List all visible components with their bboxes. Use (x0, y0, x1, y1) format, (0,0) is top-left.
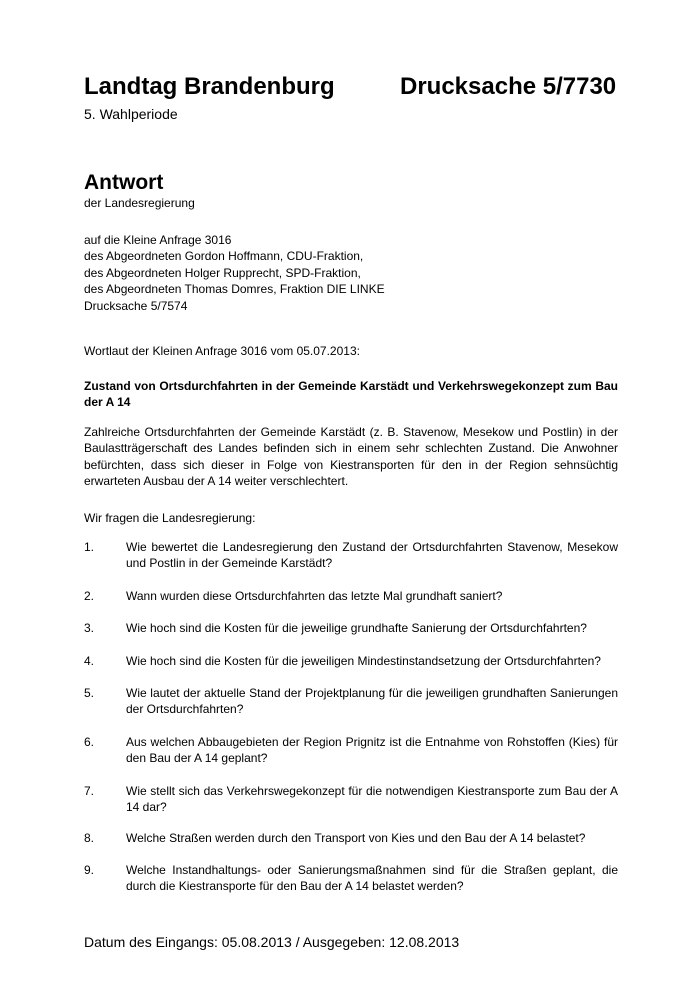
question-item (84, 653, 618, 669)
question-item (84, 620, 618, 636)
question-item (84, 783, 618, 816)
question-text: Wie hoch sind die Kosten für die jeweiligen Mindestinstandsetzung der Ortsdurchfahrten? (126, 654, 601, 668)
inquiry-intro: Wortlaut der Kleinen Anfrage 3016 vom 05.07.2013: (84, 344, 360, 358)
question-number: 4. (84, 654, 95, 668)
question-number: 3. (84, 621, 95, 635)
question-text: Wie bewertet die Landesregierung den Zustand der Ortsdurchfahrten Stavenow, Mesekow und Postlin in der Gemeinde Karstädt? (126, 540, 618, 571)
recipient-line: auf die Kleine Anfrage 3016 (84, 233, 232, 247)
question-text: Aus welchen Abbaugebieten der Region Prignitz ist die Entnahme von Rohstoffen (Kies) für den Bau der A 14 geplant? (126, 735, 618, 766)
question-item (84, 734, 618, 767)
question-text: Wann wurden diese Ortsdurchfahrten das letzte Mal grundhaft saniert? (126, 589, 503, 603)
document-type-heading: Antwort (84, 171, 164, 194)
question-text: Wie stellt sich das Verkehrswegekonzept für die notwendigen Kiestransporte zum Bau der A 14 dar? (126, 784, 618, 815)
question-number: 8. (84, 831, 95, 845)
question-number: 6. (84, 735, 95, 749)
institution-title: Landtag Brandenburg (84, 73, 335, 100)
question-number: 7. (84, 784, 95, 798)
question-text: Wie lautet der aktuelle Stand der Projektplanung für die jeweiligen grundhaften Sanierungen der Ortsdurchfahrten? (126, 686, 618, 717)
recipient-line: Drucksache 5/7574 (84, 298, 188, 313)
question-text: Welche Straßen werden durch den Transport von Kies und den Bau der A 14 belastet? (126, 831, 586, 845)
question-item (84, 830, 618, 846)
document-author: der Landesregierung (84, 196, 195, 210)
recipient-line: des Abgeordneten Holger Rupprecht, SPD-Fraktion, (84, 265, 361, 280)
recipient-line: des Abgeordneten Gordon Hoffmann, CDU-Fraktion, (84, 249, 364, 264)
question-number: 1. (84, 540, 95, 554)
question-number: 5. (84, 686, 95, 700)
inquiry-subject: Zustand von Ortsdurchfahrten in der Gemeinde Karstädt und Verkehrswegekonzept zum Bau der A 14 (84, 379, 618, 410)
question-number: 2. (84, 589, 95, 603)
question-item (84, 539, 618, 572)
question-number: 9. (84, 863, 95, 877)
footer-dates: Datum des Eingangs: 05.08.2013 / Ausgegeben: 12.08.2013 (84, 934, 460, 950)
wahlperiode-label: 5. Wahlperiode (84, 106, 178, 122)
question-item (84, 588, 618, 604)
drucksache-number: Drucksache 5/7730 (400, 73, 617, 100)
question-lead-in: Wir fragen die Landesregierung: (84, 511, 256, 525)
recipients-block (84, 232, 624, 314)
inquiry-body: Zahlreiche Ortsdurchfahrten der Gemeinde Karstädt (z. B. Stavenow, Mesekow und Postlin) in der Baulastträgerschaft des Landes befinden sich in einem sehr schlechten Zustand. Die Anwohner befürchten, dass sich dieser in Folge von Kiestransporten für den in der Region sehnsüchtig erwarteten Ausbau der A 14 weiter verschlechtert. (84, 425, 618, 489)
question-text: Wie hoch sind die Kosten für die jeweilige grundhafte Sanierung der Ortsdurchfahrten? (126, 621, 587, 635)
question-item (84, 685, 618, 718)
question-text: Welche Instandhaltungs- oder Sanierungsmaßnahmen sind für die Straßen geplant, die durch die Kiestransporte für den Bau der A 14 belastet werden? (126, 863, 618, 894)
recipient-line: des Abgeordneten Thomas Domres, Fraktion DIE LINKE (84, 282, 385, 297)
question-item (84, 862, 618, 895)
